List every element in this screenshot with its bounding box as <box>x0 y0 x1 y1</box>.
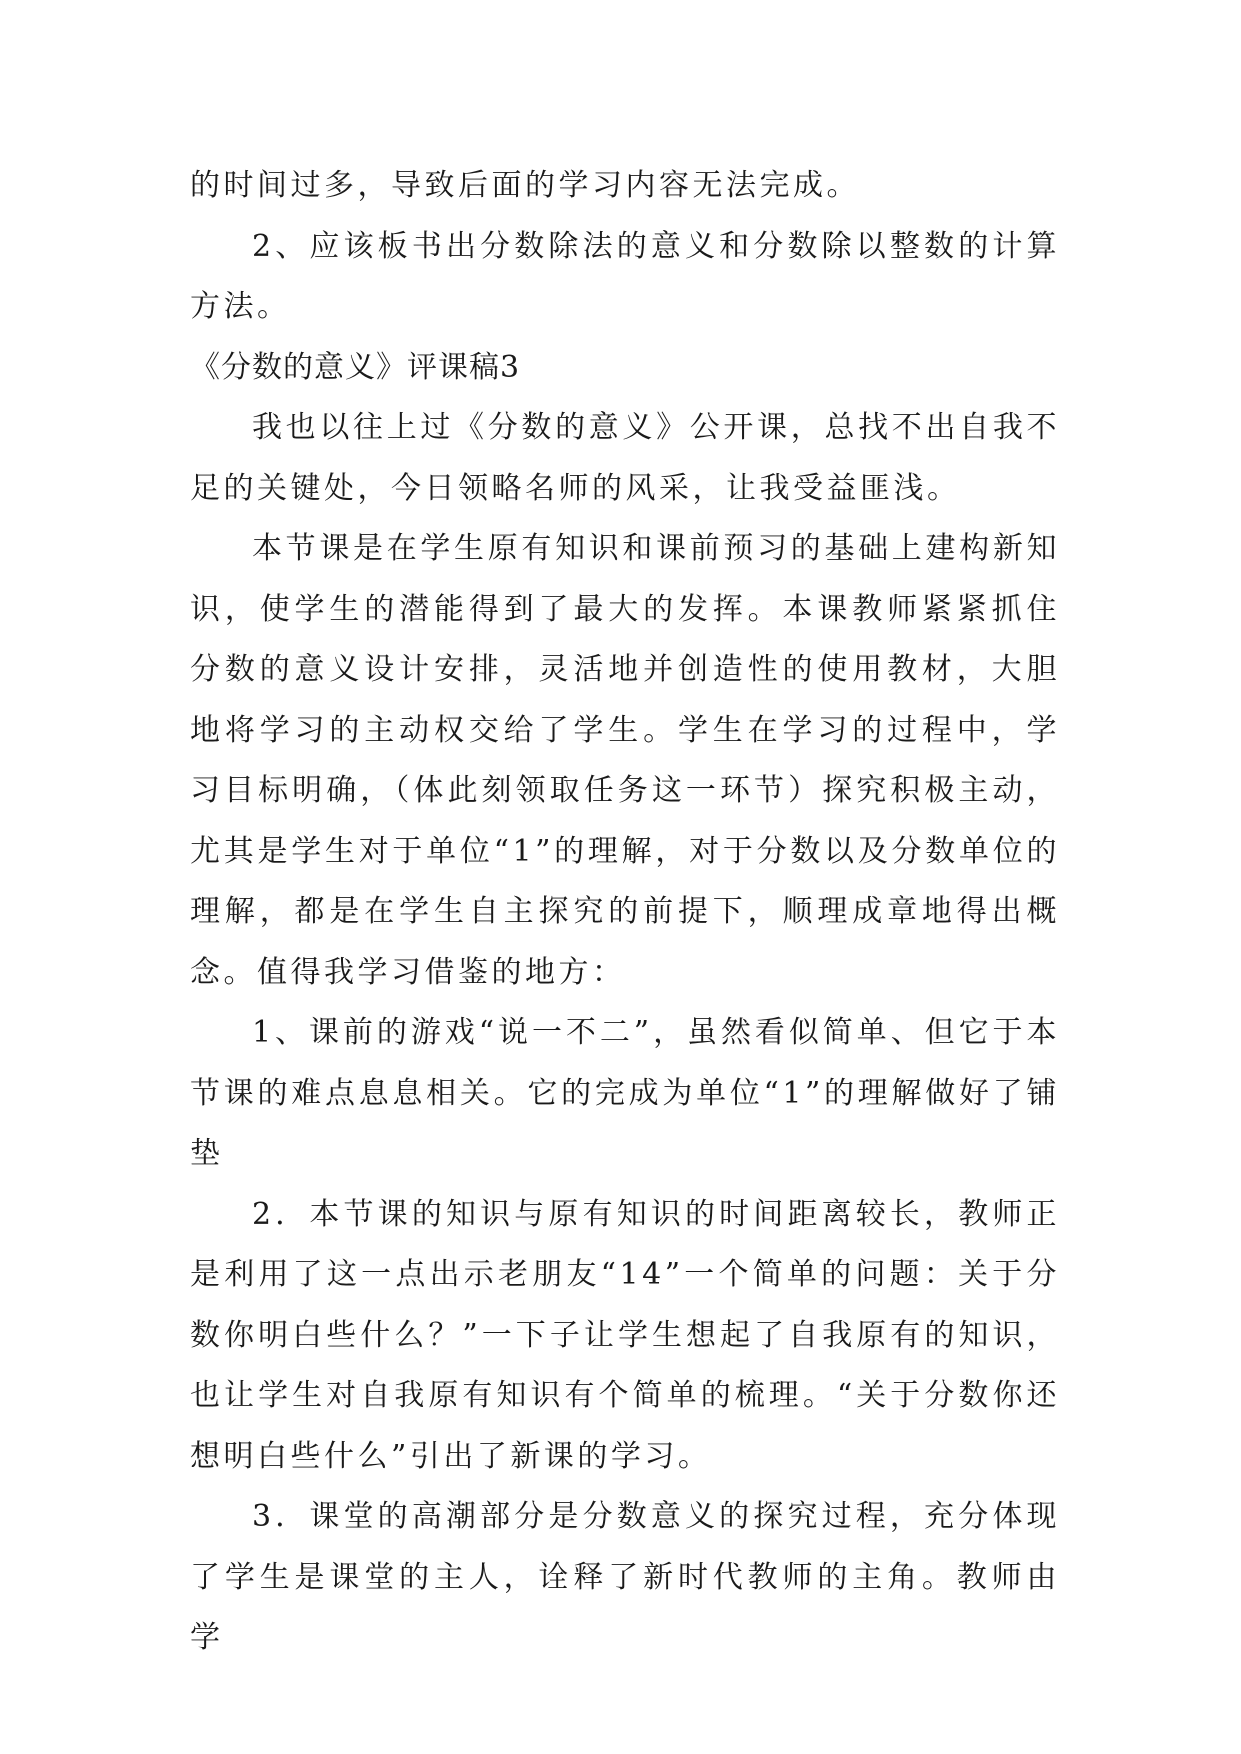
paragraph-point-1: 1、课前的游戏“说一不二”，虽然看似简单、但它于本节课的难点息息相关。它的完成为单位“1”的理解做好了铺垫 <box>190 1015 1060 1171</box>
paragraph-intro: 我也以往上过《分数的意义》公开课，总找不出自我不足的关键处，今日领略名师的风采，让我受益匪浅。 <box>190 410 1060 506</box>
paragraph-item-2: 2、应该板书出分数除法的意义和分数除以整数的计算方法。 <box>190 228 1060 324</box>
paragraph-overview: 本节课是在学生原有知识和课前预习的基础上建构新知识，使学生的潜能得到了最大的发挥。本课教师紧紧抓住分数的意义设计安排，灵活地并创造性的使用教材，大胆地将学习的主动权交给了学生。学生在学习的过程中，学习目标明确，（体此刻领取任务这一环节）探究积极主动，尤其是学生对于单位“1”的理解，对于分数以及分数单位的理解，都是在学生自主探究的前提下，顺理成章地得出概念。值得我学习借鉴的地方： <box>190 531 1060 990</box>
paragraph-point-2: 2．本节课的知识与原有知识的时间距离较长，教师正是利用了这一点出示老朋友“14”一个简单的问题：关于分数你明白些什么？”一下子让学生想起了自我原有的知识，也让学生对自我原有知识有个简单的梳理。“关于分数你还想明白些什么”引出了新课的学习。 <box>190 1196 1060 1474</box>
document-body <box>190 156 1060 1669</box>
paragraph-point-3: 3．课堂的高潮部分是分数意义的探究过程，充分体现了学生是课堂的主人，诠释了新时代教师的主角。教师由学 <box>190 1499 1060 1655</box>
paragraph-continued: 的时间过多，导致后面的学习内容无法完成。 <box>190 168 860 203</box>
section-title: 《分数的意义》评课稿3 <box>190 349 521 385</box>
